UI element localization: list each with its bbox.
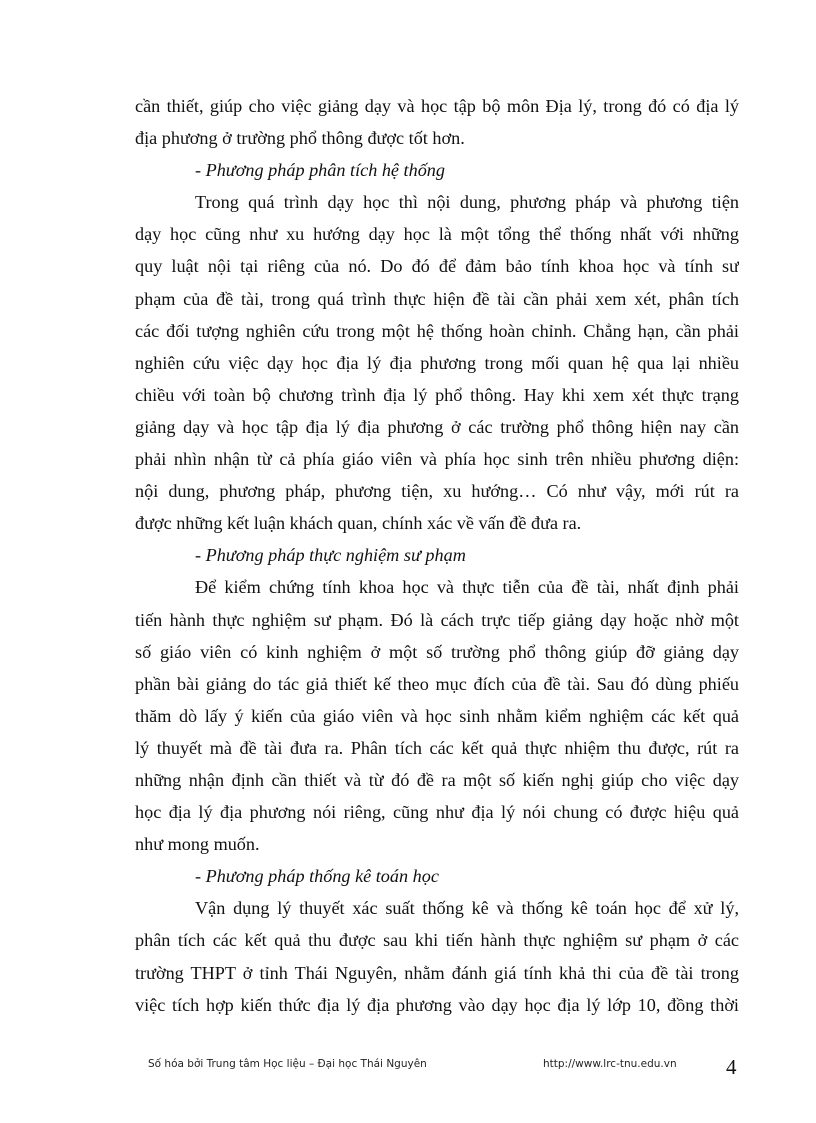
footer-credit: Số hóa bởi Trung tâm Học liệu – Đại học Thái Nguyên bbox=[148, 1058, 427, 1070]
text-line: học địa lý địa phương nói riêng, cũng như địa lý nói chung có được hiệu quả bbox=[135, 802, 739, 823]
text-line: các đối tượng nghiên cứu trong một hệ thống hoàn chỉnh. Chẳng hạn, cần phải bbox=[135, 320, 739, 341]
text-line: như mong muốn. bbox=[135, 834, 260, 855]
page-number: 4 bbox=[726, 1055, 737, 1079]
text-line: nghiên cứu việc dạy học địa lý địa phương trong mối quan hệ qua lại nhiều bbox=[135, 352, 739, 373]
text-line: thăm dò lấy ý kiến của giáo viên và học sinh nhằm kiểm nghiệm các kết quả bbox=[135, 705, 739, 726]
text-line: chiều với toàn bộ chương trình địa lý phổ thông. Hay khi xem xét thực trạng bbox=[135, 384, 739, 405]
text-line: được những kết luận khách quan, chính xác về vấn đề đưa ra. bbox=[135, 513, 582, 534]
document-body bbox=[135, 90, 739, 1021]
section-heading: - Phương pháp thực nghiệm sư phạm bbox=[195, 545, 466, 566]
text-line: những nhận định cần thiết và từ đó đề ra một số kiến nghị giúp cho việc dạy bbox=[135, 769, 739, 790]
text-line: dạy học cũng như xu hướng dạy học là một tổng thể thống nhất với những bbox=[135, 224, 739, 245]
text-line: phân tích các kết quả thu được sau khi tiến hành thực nghiệm sư phạm ở các bbox=[135, 930, 739, 951]
text-line: giảng dạy và học tập địa lý địa phương ở các trường phổ thông hiện nay cần bbox=[135, 416, 739, 437]
text-line: trường THPT ở tỉnh Thái Nguyên, nhằm đánh giá tính khả thi của đề tài trong bbox=[135, 962, 739, 983]
text-line: Vận dụng lý thuyết xác suất thống kê và thống kê toán học để xử lý, bbox=[195, 898, 739, 919]
text-line: phải nhìn nhận từ cả phía giáo viên và phía học sinh trên nhiều phương diện: bbox=[135, 449, 739, 470]
text-line: nội dung, phương pháp, phương tiện, xu hướng… Có như vậy, mới rút ra bbox=[135, 481, 739, 502]
text-line: cần thiết, giúp cho việc giảng dạy và học tập bộ môn Địa lý, trong đó có địa lý bbox=[135, 96, 739, 116]
footer-url[interactable]: http://www.lrc-tnu.edu.vn bbox=[543, 1058, 677, 1070]
text-line: quy luật nội tại riêng của nó. Do đó để đảm bảo tính khoa học và tính sư bbox=[135, 256, 739, 277]
text-line: lý thuyết mà đề tài đưa ra. Phân tích các kết quả thực nhiệm thu được, rút ra bbox=[135, 737, 739, 758]
text-line: tiến hành thực nghiệm sư phạm. Đó là cách trực tiếp giảng dạy hoặc nhờ một bbox=[135, 609, 739, 630]
section-heading: - Phương pháp phân tích hệ thống bbox=[195, 160, 445, 181]
text-line: Trong quá trình dạy học thì nội dung, phương pháp và phương tiện bbox=[195, 192, 739, 213]
text-line: số giáo viên có kinh nghiệm ở một số trường phổ thông giúp đỡ giảng dạy bbox=[135, 641, 739, 662]
text-line: phạm của đề tài, trong quá trình thực hiện đề tài cần phải xem xét, phân tích bbox=[135, 288, 739, 309]
text-line: phần bài giảng do tác giả thiết kế theo mục đích của đề tài. Sau đó dùng phiếu bbox=[135, 673, 739, 694]
section-heading: - Phương pháp thống kê toán học bbox=[195, 866, 439, 887]
text-line: Để kiểm chứng tính khoa học và thực tiễn của đề tài, nhất định phải bbox=[195, 577, 739, 598]
text-line: việc tích hợp kiến thức địa lý địa phương vào dạy học địa lý lớp 10, đồng thời bbox=[135, 994, 739, 1015]
text-line: địa phương ở trường phổ thông được tốt hơn. bbox=[135, 128, 465, 149]
